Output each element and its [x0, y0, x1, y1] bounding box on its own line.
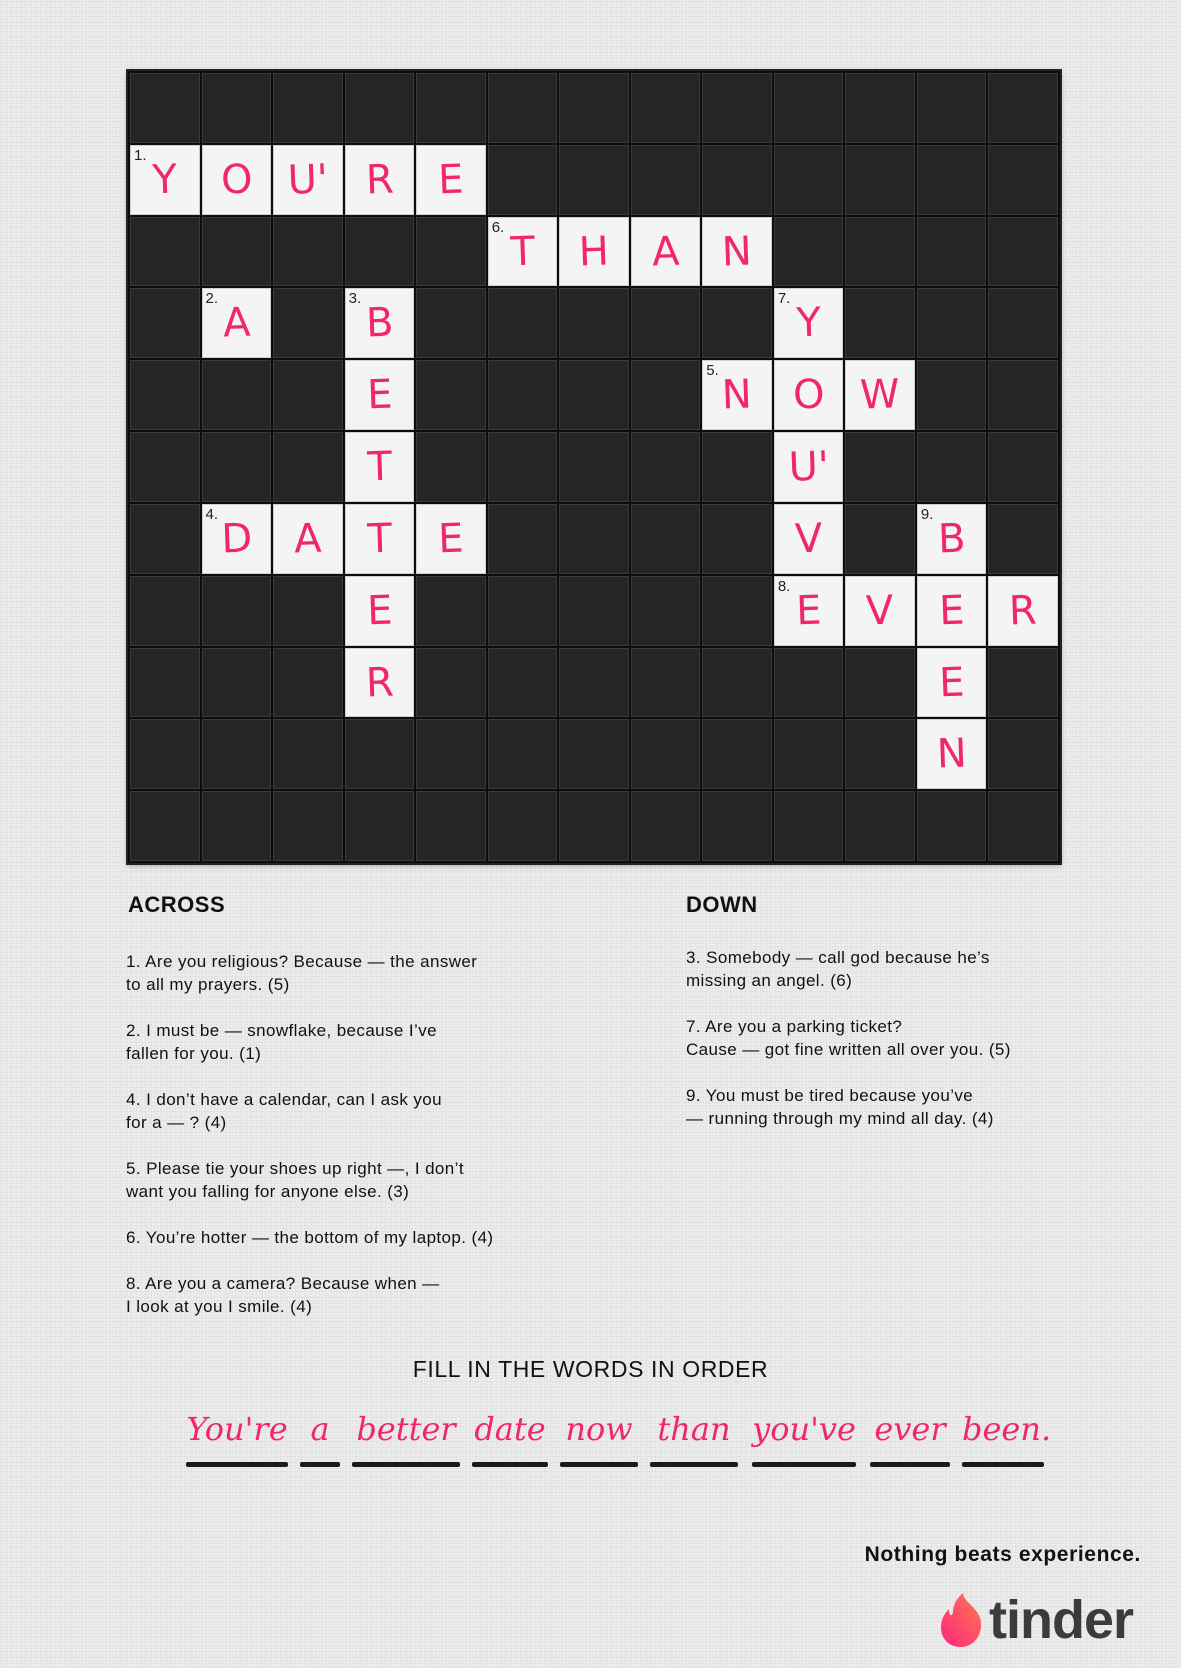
grid-cell-blocked [917, 432, 987, 502]
cell-letter: Y [795, 299, 822, 347]
grid-cell-blocked [273, 360, 343, 430]
grid-cell-filled [917, 576, 987, 646]
cell-letter: E [437, 515, 465, 563]
across-clue: 5. Please tie your shoes up right —, I don’t want you falling for anyone else. (3) [126, 1159, 464, 1201]
grid-cell-filled [345, 360, 415, 430]
grid-cell-filled [988, 576, 1058, 646]
grid-cell-blocked [273, 73, 343, 143]
grid-cell-filled [702, 217, 772, 287]
grid-cell-blocked [774, 145, 844, 215]
grid-cell-blocked [702, 432, 772, 502]
grid-cell-blocked [130, 576, 200, 646]
grid-cell-blocked [345, 719, 415, 789]
grid-cell-blocked [702, 73, 772, 143]
across-clue: 8. Are you a camera? Because when — I look at you I smile. (4) [126, 1274, 440, 1316]
grid-cell-blocked [488, 432, 558, 502]
grid-cell-blocked [845, 791, 915, 861]
grid-cell-filled [845, 576, 915, 646]
grid-cell-filled [345, 576, 415, 646]
down-clue: 3. Somebody — call god because he’s missing an angel. (6) [686, 948, 990, 990]
grid-cell-blocked [702, 719, 772, 789]
grid-cell-blocked [917, 145, 987, 215]
grid-cell-filled [559, 217, 629, 287]
fill-blank [186, 1410, 288, 1470]
grid-cell-blocked [416, 576, 486, 646]
grid-cell-blocked [774, 73, 844, 143]
grid-cell-blocked [702, 791, 772, 861]
across-clue: 1. Are you religious? Because — the answer to all my prayers. (5) [126, 952, 478, 994]
grid-cell-blocked [988, 791, 1058, 861]
grid-cell-blocked [988, 360, 1058, 430]
grid-cell-blocked [130, 719, 200, 789]
grid-cell-blocked [774, 791, 844, 861]
grid-cell-filled [774, 432, 844, 502]
blank-underline [650, 1462, 738, 1467]
clue-number: 9. [920, 505, 934, 523]
grid-cell-blocked [130, 217, 200, 287]
grid-cell-filled [345, 504, 415, 574]
grid-cell-blocked [559, 719, 629, 789]
grid-cell-blocked [702, 504, 772, 574]
cell-letter: T [366, 515, 393, 563]
blank-underline [186, 1462, 288, 1467]
grid-cell-blocked [273, 432, 343, 502]
grid-cell-blocked [988, 648, 1058, 718]
grid-cell-filled [917, 504, 987, 574]
cell-letter: T [366, 443, 393, 491]
grid-cell-blocked [345, 73, 415, 143]
grid-cell-filled [774, 576, 844, 646]
grid-cell-blocked [273, 791, 343, 861]
grid-cell-blocked [845, 432, 915, 502]
grid-cell-filled [845, 360, 915, 430]
grid-cell-blocked [488, 288, 558, 358]
grid-cell-blocked [631, 288, 701, 358]
blank-underline [560, 1462, 638, 1467]
clue-number: 5. [706, 362, 719, 380]
grid-cell-blocked [273, 217, 343, 287]
fill-blank [472, 1410, 548, 1470]
grid-cell-filled [702, 360, 772, 430]
grid-cell-blocked [631, 576, 701, 646]
grid-cell-blocked [559, 73, 629, 143]
clue-number: 1. [134, 146, 147, 164]
grid-cell-blocked [845, 217, 915, 287]
blank-underline [870, 1462, 950, 1467]
cell-letter: T [509, 228, 536, 275]
fill-word: ever [874, 1410, 946, 1448]
across-clue: 6. You’re hotter — the bottom of my laptop. (4) [126, 1228, 494, 1247]
grid-cell-blocked [988, 432, 1058, 502]
fill-blank [870, 1410, 950, 1470]
fill-in-title: FILL IN THE WORDS IN ORDER [412, 1356, 769, 1382]
cell-letter: R [1008, 587, 1038, 635]
grid-cell-blocked [416, 217, 486, 287]
grid-cell-blocked [488, 360, 558, 430]
cell-letter: A [293, 515, 323, 563]
grid-cell-blocked [488, 719, 558, 789]
grid-cell-filled [917, 719, 987, 789]
fill-word: you've [752, 1410, 856, 1448]
grid-cell-blocked [202, 360, 272, 430]
cell-letter: A [651, 228, 681, 275]
grid-cell-blocked [202, 432, 272, 502]
grid-cell-blocked [988, 504, 1058, 574]
clue-number: 3. [348, 290, 362, 308]
grid-cell-filled [917, 648, 987, 718]
cell-letter: H [578, 228, 610, 276]
grid-cell-filled [416, 504, 486, 574]
cell-letter: R [364, 156, 395, 204]
grid-cell-blocked [130, 504, 200, 574]
fill-word: now [565, 1410, 633, 1448]
grid-cell-blocked [559, 145, 629, 215]
fill-blank [560, 1410, 638, 1470]
cell-letter: O [792, 371, 826, 419]
grid-cell-blocked [774, 217, 844, 287]
tinder-logo [939, 1590, 1133, 1650]
grid-cell-blocked [917, 360, 987, 430]
grid-cell-blocked [488, 648, 558, 718]
grid-cell-blocked [130, 791, 200, 861]
cell-letter: N [935, 730, 968, 778]
grid-cell-blocked [702, 288, 772, 358]
grid-cell-blocked [631, 360, 701, 430]
grid-cell-blocked [273, 648, 343, 718]
grid-cell-blocked [631, 791, 701, 861]
grid-cell-blocked [416, 648, 486, 718]
cell-letter: E [938, 587, 966, 635]
grid-cell-filled [345, 432, 415, 502]
fill-blank [352, 1410, 460, 1470]
grid-cell-blocked [202, 73, 272, 143]
cell-letter: E [437, 156, 465, 204]
cell-letter: D [220, 515, 253, 563]
grid-cell-blocked [273, 719, 343, 789]
grid-cell-blocked [130, 73, 200, 143]
cell-letter: N [721, 371, 753, 419]
fill-blank [650, 1410, 738, 1470]
grid-cell-filled [202, 288, 272, 358]
cell-letter: N [721, 228, 753, 276]
cell-letter: R [364, 658, 395, 706]
grid-cell-filled [774, 288, 844, 358]
brand-wordmark: tinder [988, 1590, 1133, 1650]
grid-cell-blocked [774, 648, 844, 718]
grid-cell-blocked [845, 648, 915, 718]
grid-cell-blocked [917, 217, 987, 287]
cell-letter: E [365, 371, 393, 419]
grid-cell-blocked [273, 576, 343, 646]
grid-cell-filled [202, 504, 272, 574]
cell-letter: E [365, 587, 393, 635]
cell-letter: B [937, 515, 967, 563]
grid-cell-blocked [631, 73, 701, 143]
grid-cell-blocked [416, 719, 486, 789]
grid-cell-blocked [917, 288, 987, 358]
cell-letter: B [364, 299, 394, 347]
grid-cell-blocked [488, 791, 558, 861]
grid-cell-blocked [202, 217, 272, 287]
grid-cell-blocked [631, 719, 701, 789]
down-clue: 7. Are you a parking ticket? Cause — got fine written all over you. (5) [686, 1017, 1011, 1059]
grid-cell-filled [273, 145, 343, 215]
grid-cell-blocked [416, 432, 486, 502]
grid-cell-blocked [559, 648, 629, 718]
grid-cell-blocked [845, 719, 915, 789]
grid-cell-filled [130, 145, 200, 215]
grid-cell-blocked [631, 432, 701, 502]
grid-cell-blocked [702, 145, 772, 215]
grid-cell-filled [416, 145, 486, 215]
cell-letter: E [938, 659, 966, 706]
cell-letter: U' [787, 443, 830, 491]
grid-cell-blocked [988, 288, 1058, 358]
grid-cell-blocked [202, 576, 272, 646]
grid-cell-filled [774, 504, 844, 574]
grid-cell-blocked [631, 145, 701, 215]
tagline: Nothing beats experience. [864, 1543, 1141, 1566]
grid-cell-blocked [631, 648, 701, 718]
grid-cell-blocked [416, 360, 486, 430]
grid-cell-blocked [416, 73, 486, 143]
grid-cell-blocked [631, 504, 701, 574]
crossword-grid [128, 71, 1060, 863]
grid-cell-blocked [130, 288, 200, 358]
grid-cell-blocked [988, 217, 1058, 287]
grid-cell-blocked [702, 576, 772, 646]
grid-cell-blocked [416, 288, 486, 358]
grid-cell-blocked [202, 791, 272, 861]
grid-cell-filled [202, 145, 272, 215]
grid-cell-blocked [559, 288, 629, 358]
grid-cell-filled [273, 504, 343, 574]
cell-letter: U' [286, 156, 329, 204]
fill-word: been. [962, 1410, 1052, 1448]
grid-cell-blocked [845, 288, 915, 358]
grid-cell-filled [345, 648, 415, 718]
blank-underline [472, 1462, 548, 1467]
grid-cell-blocked [488, 73, 558, 143]
grid-cell-filled [345, 288, 415, 358]
grid-cell-blocked [845, 504, 915, 574]
grid-cell-blocked [416, 791, 486, 861]
grid-cell-blocked [273, 288, 343, 358]
grid-cell-blocked [988, 145, 1058, 215]
fill-blank [300, 1410, 340, 1470]
cell-letter: W [859, 371, 901, 419]
grid-cell-blocked [559, 791, 629, 861]
fill-word: a [310, 1410, 330, 1448]
cell-letter: O [219, 156, 253, 204]
grid-cell-blocked [130, 432, 200, 502]
grid-cell-blocked [774, 719, 844, 789]
grid-cell-blocked [345, 217, 415, 287]
across-heading: ACROSS [128, 892, 226, 917]
grid-cell-blocked [488, 145, 558, 215]
grid-cell-blocked [559, 360, 629, 430]
grid-cell-filled [345, 145, 415, 215]
grid-cell-blocked [488, 504, 558, 574]
fill-word: better [356, 1410, 456, 1448]
blank-underline [752, 1462, 856, 1467]
grid-cell-blocked [702, 648, 772, 718]
cell-letter: V [865, 587, 895, 635]
fill-word: You're [186, 1410, 288, 1448]
down-heading: DOWN [686, 892, 758, 917]
grid-cell-blocked [559, 576, 629, 646]
grid-cell-blocked [202, 648, 272, 718]
grid-cell-blocked [130, 360, 200, 430]
grid-cell-blocked [917, 73, 987, 143]
fill-word: date [474, 1410, 546, 1448]
grid-cell-blocked [559, 504, 629, 574]
grid-cell-filled [631, 217, 701, 287]
clue-number: 4. [205, 505, 219, 523]
cell-letter: A [221, 299, 251, 347]
across-clue: 4. I don’t have a calendar, can I ask you for a — ? (4) [126, 1090, 442, 1132]
fill-blank [752, 1410, 856, 1470]
cell-letter: Y [151, 156, 178, 204]
grid-cell-filled [488, 217, 558, 287]
grid-cell-blocked [130, 648, 200, 718]
grid-cell-blocked [917, 791, 987, 861]
grid-cell-blocked [988, 73, 1058, 143]
grid-cell-blocked [845, 73, 915, 143]
clue-number: 2. [205, 290, 219, 308]
clue-number: 8. [777, 577, 791, 595]
clue-number: 7. [777, 290, 791, 308]
grid-cell-blocked [345, 791, 415, 861]
cell-letter: V [794, 515, 824, 563]
grid-cell-blocked [988, 719, 1058, 789]
grid-cell-blocked [559, 432, 629, 502]
down-clue: 9. You must be tired because you’ve — running through my mind all day. (4) [686, 1086, 994, 1128]
grid-cell-filled [774, 360, 844, 430]
grid-cell-blocked [845, 145, 915, 215]
blank-underline [352, 1462, 460, 1467]
grid-cell-blocked [488, 576, 558, 646]
fill-word: than [657, 1410, 731, 1448]
clue-number: 6. [491, 218, 505, 236]
grid-cell-blocked [202, 719, 272, 789]
cell-letter: E [795, 587, 823, 635]
across-clue: 2. I must be — snowflake, because I’ve fallen for you. (1) [126, 1021, 437, 1063]
fill-blank [962, 1410, 1052, 1470]
flame-icon [939, 1593, 983, 1647]
blank-underline [962, 1462, 1044, 1467]
blank-underline [300, 1462, 340, 1467]
